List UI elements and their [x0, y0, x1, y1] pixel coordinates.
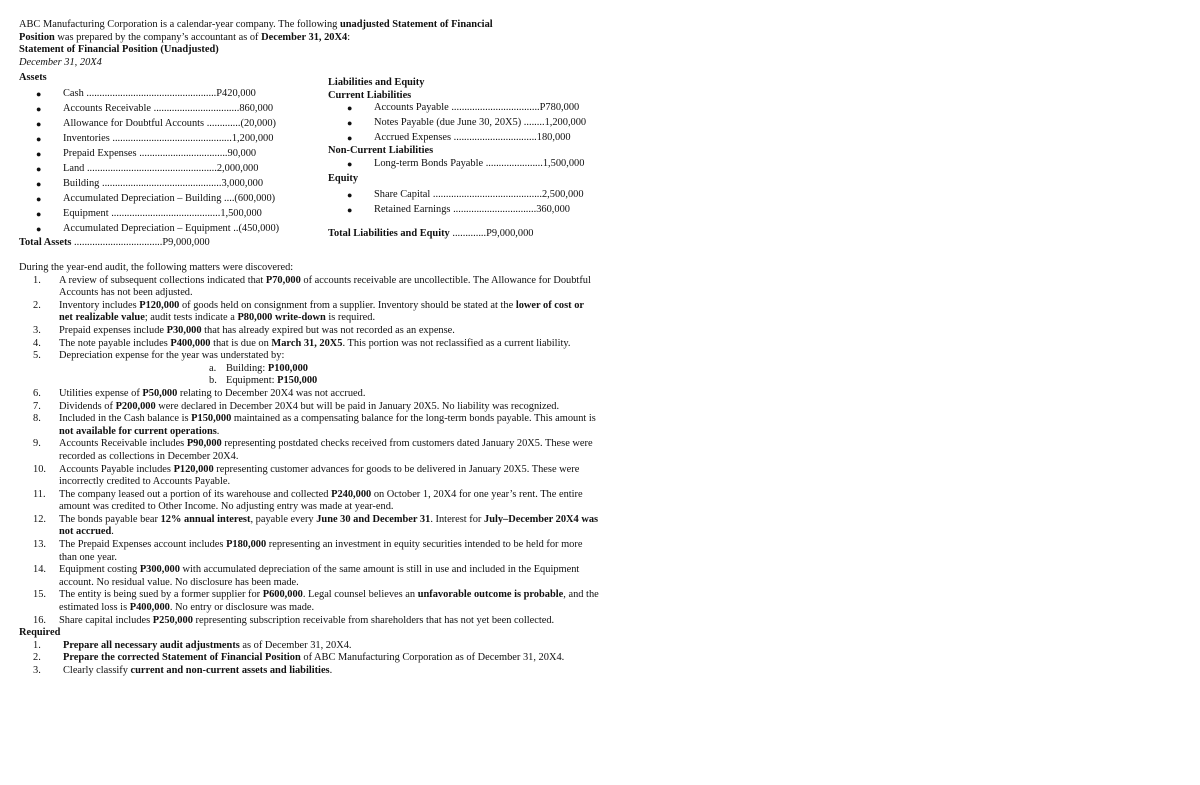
- asset-item: ● Allowance for Doubtful Accounts .............(20,000): [36, 118, 276, 129]
- bullet-icon: ●: [36, 224, 42, 234]
- finding-item: 1. A review of subsequent collections indicated that P70,000 of accounts receivable are uncollectible. The Allowance for Doubtful Accounts has not been adjusted.: [33, 274, 591, 299]
- current-liabilities-heading: Current Liabilities: [328, 89, 412, 101]
- asset-item: ● Land ..................................................2,000,000: [36, 163, 259, 174]
- intro-date-bold: December 31, 20X4: [261, 31, 348, 43]
- required-list: [19, 640, 599, 678]
- finding-item: 8. Included in the Cash balance is P150,000 maintained as a compensating balance for the long-term bonds payable. This amount is not available for current operations.: [33, 413, 596, 437]
- liability-item: ● Accounts Payable ..................................P780,000: [347, 102, 580, 114]
- liabilities-equity-heading: Liabilities and Equity: [328, 77, 425, 88]
- asset-item: ● Prepaid Expenses ..................................90,000: [36, 148, 257, 159]
- bullet-icon: ●: [36, 89, 42, 99]
- finding-item: 3. Prepaid expenses include P30,000 that has already expired but was not recorded as an expense.: [33, 324, 455, 336]
- asset-item: ● Cash ..................................................P420,000: [36, 88, 256, 99]
- finding-item: 10. Accounts Payable includes P120,000 representing customer advances for goods to be delivered in January 20X5. These were incorrectly credited to Accounts Payable.: [33, 463, 580, 488]
- bullet-icon: ●: [347, 205, 353, 216]
- liability-item: ● Long-term Bonds Payable ......................1,500,000: [347, 157, 585, 169]
- bullet-icon: ●: [36, 164, 42, 174]
- statement-date: December 31, 20X4: [19, 56, 102, 68]
- audit-intro: During the year-end audit, the following matters were discovered:: [19, 262, 294, 273]
- bullet-icon: ●: [347, 133, 353, 144]
- finding-item: 9. Accounts Receivable includes P90,000 representing postdated checks received from customers dated January 20X5. These were recorded as collections in December 20X4.: [33, 438, 593, 462]
- finding-item: 4. The note payable includes P400,000 that is due on March 31, 20X5. This portion was not reclassified as a current liability.: [33, 337, 571, 349]
- bullet-icon: ●: [347, 118, 353, 129]
- asset-item: ● Accumulated Depreciation – Building ....(600,000): [36, 193, 276, 204]
- asset-item: ● Accumulated Depreciation – Equipment ..(450,000): [36, 223, 280, 234]
- bullet-icon: ●: [36, 119, 42, 129]
- asset-item: ● Inventories ..............................................1,200,000: [36, 133, 274, 144]
- findings-list: [19, 275, 599, 628]
- statement-title: Statement of Financial Position (Unadjusted): [19, 44, 219, 56]
- assets-heading: Assets: [19, 72, 47, 83]
- intro-text: ABC Manufacturing Corporation is a calendar-year company. The following: [19, 19, 340, 30]
- total-assets: Total Assets ..................................P9,000,000: [19, 237, 210, 248]
- bullet-icon: ●: [36, 104, 42, 114]
- equity-heading: Equity: [328, 172, 359, 184]
- bullet-icon: ●: [36, 179, 42, 189]
- bullet-icon: ●: [36, 194, 42, 204]
- total-liabilities-equity: Total Liabilities and Equity .............P9,000,000: [328, 228, 534, 239]
- intro-block: [19, 19, 579, 69]
- bullet-icon: ●: [347, 190, 353, 201]
- finding-item: 15. The entity is being sued by a former supplier for P600,000. Legal counsel believes an unfavorable outcome is probable, and the estimated loss is P400,000. No entry or disclosure was made.: [33, 589, 599, 614]
- intro-bold: Position: [19, 31, 55, 43]
- finding-item: 14. Equipment costing P300,000 with accumulated depreciation of the same amount is still in use and included in the Equipment account. No residual value. No disclosure has been made.: [33, 564, 580, 588]
- asset-item: ● Accounts Receivable .................................860,000: [36, 103, 274, 114]
- intro-bold: unadjusted Statement of Financial: [339, 19, 493, 30]
- equity-item: ● Retained Earnings ................................360,000: [347, 204, 570, 216]
- finding-item: 16. Share capital includes P250,000 representing subscription receivable from shareholders that has not yet been collected.: [33, 614, 555, 626]
- current-liabilities-list: [328, 102, 586, 147]
- finding-item: 7. Dividends of P200,000 were declared in December 20X4 but will be paid in January 20X5. No liability was recognized.: [33, 400, 560, 412]
- noncurrent-liabilities-list: [328, 158, 586, 173]
- finding-item: 12. The bonds payable bear 12% annual interest, payable every June 30 and December 31. Interest for July–December 20X4 was not accrued.: [33, 513, 599, 538]
- sub-item: a. Building: P100,000: [209, 362, 308, 374]
- bullet-icon: ●: [347, 103, 353, 114]
- required-item: 2. Prepare the corrected Statement of Financial Position of ABC Manufacturing Corporation as of December 31, 20X4.: [33, 652, 565, 664]
- finding-item: 5. Depreciation expense for the year was understated by: a. Building: P100,000 b. Equipment: P150,000: [19, 350, 599, 388]
- bullet-icon: ●: [36, 134, 42, 144]
- equity-item: ● Share Capital ..........................................2,500,000: [347, 189, 584, 201]
- intro-text: was prepared by the company’s accountant as of: [54, 31, 262, 43]
- finding-item: 11. The company leased out a portion of its warehouse and collected P240,000 on October 1, 20X4 for one year’s rent. The entire amount was credited to Other Income. No adjusting entry was made at year-end.: [33, 488, 583, 513]
- bullet-icon: ●: [36, 209, 42, 219]
- noncurrent-liabilities-heading: Non-Current Liabilities: [328, 145, 434, 157]
- sub-item: b. Equipment: P150,000: [209, 375, 318, 387]
- liability-item: ● Notes Payable (due June 30, 20X5) ........1,200,000: [347, 117, 587, 129]
- bullet-icon: ●: [347, 158, 353, 169]
- finding-item: 13. The Prepaid Expenses account includes P180,000 representing an investment in equity securities intended to be held for more than one year.: [33, 539, 583, 563]
- finding-item: 6. Utilities expense of P50,000 relating to December 20X4 was not accrued.: [33, 387, 366, 399]
- intro-line-2: [19, 32, 579, 45]
- intro-text: :: [347, 31, 351, 43]
- required-item: 1. Prepare all necessary audit adjustments as of December 31, 20X4.: [33, 639, 352, 651]
- liabilities-equity-block: [328, 77, 586, 219]
- audit-findings-section: [19, 262, 599, 678]
- intro-line-1: [19, 19, 579, 32]
- assets-list: [36, 88, 279, 238]
- liability-item: ● Accrued Expenses ................................180,000: [347, 132, 571, 144]
- required-heading: Required: [19, 627, 61, 639]
- required-item: 3. Clearly classify current and non-current assets and liabilities.: [33, 665, 333, 676]
- bullet-icon: ●: [36, 149, 42, 159]
- finding-item: 2. Inventory includes P120,000 of goods held on consignment from a supplier. Inventory should be stated at the lower of cost or net realizable value; audit tests indicate a P80,000 write-down is required.: [33, 299, 584, 324]
- asset-item: ● Equipment ..........................................1,500,000: [36, 208, 262, 219]
- depreciation-sublist: [59, 363, 599, 388]
- equity-list: [328, 189, 586, 219]
- asset-item: ● Building ..............................................3,000,000: [36, 178, 264, 189]
